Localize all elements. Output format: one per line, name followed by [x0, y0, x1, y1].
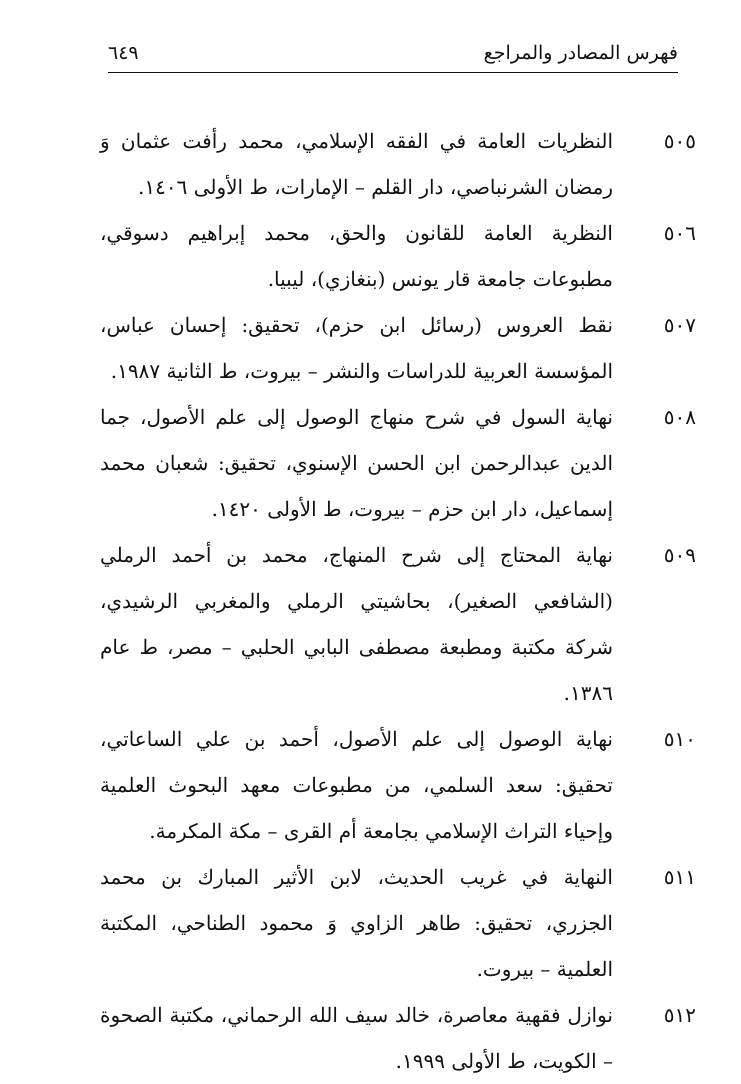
header-divider — [108, 72, 678, 73]
bibliography-entry — [100, 532, 696, 716]
page-number: ٦٤٩ — [108, 42, 139, 64]
entry-text: نقط العروس (رسائل ابن حزم)، تحقيق: إحسان عباس، المؤسسة العربية للدراسات والنشر – بيروت، ط الثانية ١٩٨٧. — [100, 313, 613, 383]
bibliography-entry — [100, 118, 696, 210]
bibliography-entry — [100, 716, 696, 854]
entry-number: ٥١٢ — [663, 1003, 696, 1027]
bibliography-list — [100, 118, 696, 1084]
entry-text: نوازل فقهية معاصرة، خالد سيف الله الرحماني، مكتبة الصحوة – الكويت، ط الأولى ١٩٩٩. — [100, 1003, 613, 1073]
entry-text: نهاية المحتاج إلى شرح المنهاج، محمد بن أحمد الرملي (الشافعي الصغير)، بحاشيتي الرملي والمغربي الرشيدي، شركة مكتبة ومطبعة مصطفى البابي الحلبي – مصر، ط عام ١٣٨٦. — [100, 543, 613, 705]
page-header — [108, 40, 678, 74]
entry-number: ٥٠٧ — [663, 313, 696, 337]
bibliography-entry — [100, 992, 696, 1084]
bibliography-entry — [100, 854, 696, 992]
entry-text: النهاية في غريب الحديث، لابن الأثير المبارك بن محمد الجزري، تحقيق: طاهر الزاوي وَ محمود الطناحي، المكتبة العلمية – بيروت. — [100, 865, 613, 981]
entry-text: النظريات العامة في الفقه الإسلامي، محمد رأفت عثمان وَ رمضان الشرنباصي، دار القلم – الإمارات، ط الأولى ١٤٠٦. — [100, 129, 613, 199]
entry-number: ٥١١ — [663, 865, 696, 889]
entry-number: ٥١٠ — [663, 727, 696, 751]
entry-text: نهاية الوصول إلى علم الأصول، أحمد بن علي الساعاتي، تحقيق: سعد السلمي، من مطبوعات معهد البحوث العلمية وإحياء التراث الإسلامي بجامعة أم القرى – مكة المكرمة. — [100, 727, 613, 843]
bibliography-entry — [100, 394, 696, 532]
bibliography-entry — [100, 302, 696, 394]
entry-number: ٥٠٥ — [663, 129, 696, 153]
bibliography-entry — [100, 210, 696, 302]
entry-number: ٥٠٩ — [663, 543, 696, 567]
header-title: فهرس المصادر والمراجع — [483, 42, 678, 64]
entry-number: ٥٠٨ — [663, 405, 696, 429]
entry-number: ٥٠٦ — [663, 221, 696, 245]
entry-text: نهاية السول في شرح منهاج الوصول إلى علم الأصول، جما الدين عبدالرحمن ابن الحسن الإسنوي، تحقيق: شعبان محمد إسماعيل، دار ابن حزم – بيروت، ط الأولى ١٤٢٠. — [100, 405, 613, 521]
entry-text: النظرية العامة للقانون والحق، محمد إبراهيم دسوقي، مطبوعات جامعة قار يونس (بنغازي)، ليبيا. — [100, 221, 613, 291]
